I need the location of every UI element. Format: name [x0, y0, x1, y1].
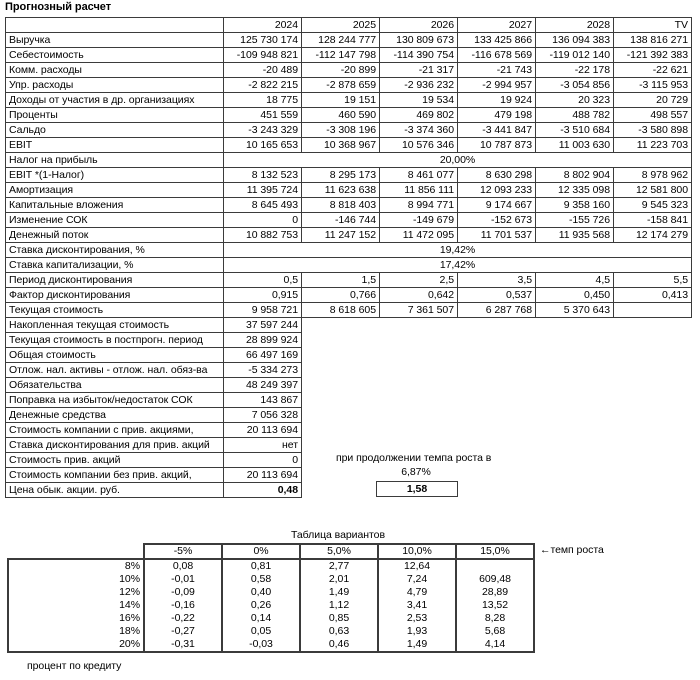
row-label-cell[interactable]: Сальдо [6, 123, 224, 138]
table-row [6, 318, 302, 333]
variant-cell[interactable]: 28,89 [456, 586, 534, 599]
row-label-cell[interactable]: EBIT [6, 138, 224, 153]
table-row [6, 183, 692, 198]
value-cell[interactable]: 48 249 397 [224, 378, 302, 393]
value-cell[interactable]: -155 726 [536, 213, 614, 228]
value-cell[interactable]: 20 113 694 [224, 468, 302, 483]
variants-table [7, 543, 535, 653]
value-cell[interactable]: -3 054 856 [536, 78, 614, 93]
variant-cell[interactable]: 0,46 [300, 638, 378, 652]
variant-cell[interactable]: 609,48 [456, 573, 534, 586]
credit-rate-cell[interactable]: 20% [8, 638, 144, 652]
value-cell[interactable]: -109 948 821 [224, 48, 302, 63]
row-label-cell[interactable]: Поправка на избыток/недостаток СОК [6, 393, 224, 408]
growth-rate-header-cell[interactable]: -5% [144, 544, 222, 559]
variant-cell[interactable]: 0,14 [222, 612, 300, 625]
value-cell[interactable]: -121 392 383 [614, 48, 692, 63]
value-cell[interactable]: 11 223 703 [614, 138, 692, 153]
value-cell[interactable]: 11 623 638 [302, 183, 380, 198]
value-cell[interactable]: 28 899 924 [224, 333, 302, 348]
corner-cell[interactable] [6, 18, 224, 33]
value-cell[interactable]: 1,5 [302, 273, 380, 288]
value-cell[interactable]: 5 370 643 [536, 303, 614, 318]
table-row [6, 213, 692, 228]
value-cell[interactable]: 479 198 [458, 108, 536, 123]
value-cell[interactable]: 5,5 [614, 273, 692, 288]
row-label-cell[interactable]: Ставка капитализации, % [6, 258, 224, 273]
growth-rate-header-cell[interactable]: 0% [222, 544, 300, 559]
share-price-cell[interactable]: 0,48 [224, 483, 302, 498]
value-cell[interactable]: -3 580 898 [614, 123, 692, 138]
value-cell[interactable]: -3 510 684 [536, 123, 614, 138]
row-label-cell[interactable]: Упр. расходы [6, 78, 224, 93]
value-cell[interactable]: -20 489 [224, 63, 302, 78]
row-label-cell[interactable]: Ставка дисконтирования для прив. акций [6, 438, 224, 453]
value-cell[interactable]: 469 802 [380, 108, 458, 123]
value-cell[interactable]: -146 744 [302, 213, 380, 228]
sheet-title: Прогнозный расчет [5, 1, 112, 13]
value-cell[interactable]: 6 287 768 [458, 303, 536, 318]
value-cell[interactable]: 498 557 [614, 108, 692, 123]
merged-value-cell[interactable]: 17,42% [224, 258, 692, 273]
year-header-row [6, 18, 692, 33]
variant-cell[interactable]: 0,85 [300, 612, 378, 625]
variants-row [8, 573, 534, 586]
value-cell[interactable]: 18 775 [224, 93, 302, 108]
value-cell[interactable]: -22 621 [614, 63, 692, 78]
value-cell[interactable]: -3 374 360 [380, 123, 458, 138]
variant-cell[interactable]: 0,81 [222, 559, 300, 573]
value-cell[interactable]: 10 576 346 [380, 138, 458, 153]
value-cell[interactable]: 11 003 630 [536, 138, 614, 153]
table-row [6, 138, 692, 153]
value-cell[interactable]: 0,413 [614, 288, 692, 303]
value-cell[interactable]: -112 147 798 [302, 48, 380, 63]
row-label-cell[interactable]: Себестоимость [6, 48, 224, 63]
value-cell[interactable]: 19 151 [302, 93, 380, 108]
value-cell[interactable]: 11 395 724 [224, 183, 302, 198]
value-cell[interactable] [614, 303, 692, 318]
value-cell[interactable]: 37 597 244 [224, 318, 302, 333]
row-label-cell[interactable]: Период дисконтирования [6, 273, 224, 288]
variant-cell[interactable]: 0,08 [144, 559, 222, 573]
variant-cell[interactable]: 8,28 [456, 612, 534, 625]
growth-price-cell[interactable]: 1,58 [376, 481, 458, 497]
row-label-cell[interactable]: Стоимость компании с прив. акциями, [6, 423, 224, 438]
growth-rate-header-cell[interactable]: 5,0% [300, 544, 378, 559]
value-cell[interactable]: 8 818 403 [302, 198, 380, 213]
value-cell[interactable]: -3 243 329 [224, 123, 302, 138]
value-cell[interactable]: 7 361 507 [380, 303, 458, 318]
value-cell[interactable]: 8 630 298 [458, 168, 536, 183]
value-cell[interactable]: 125 730 174 [224, 33, 302, 48]
credit-rate-cell[interactable]: 12% [8, 586, 144, 599]
variant-cell[interactable]: 4,79 [378, 586, 456, 599]
value-cell[interactable]: 136 094 383 [536, 33, 614, 48]
value-cell[interactable]: -21 317 [380, 63, 458, 78]
growth-rate-axis-label: ←темп роста [540, 544, 604, 556]
variant-cell[interactable]: 2,77 [300, 559, 378, 573]
forecast-table [5, 17, 692, 318]
row-label-cell[interactable]: Ставка дисконтирования, % [6, 243, 224, 258]
table-row [6, 63, 692, 78]
table-row [6, 48, 692, 63]
table-row [6, 153, 692, 168]
growth-rate-header-cell[interactable]: 15,0% [456, 544, 534, 559]
row-label-cell[interactable]: Выручка [6, 33, 224, 48]
value-cell[interactable]: 8 802 904 [536, 168, 614, 183]
variant-cell[interactable]: 1,12 [300, 599, 378, 612]
value-cell[interactable]: 12 093 233 [458, 183, 536, 198]
growth-rate-header-cell[interactable]: 10,0% [378, 544, 456, 559]
value-cell[interactable]: 0 [224, 453, 302, 468]
variant-cell[interactable]: -0,01 [144, 573, 222, 586]
value-cell[interactable]: 133 425 866 [458, 33, 536, 48]
value-cell[interactable]: 10 368 967 [302, 138, 380, 153]
value-cell[interactable]: 128 244 777 [302, 33, 380, 48]
value-cell[interactable]: -5 334 273 [224, 363, 302, 378]
variant-cell[interactable]: 0,63 [300, 625, 378, 638]
value-cell[interactable]: 3,5 [458, 273, 536, 288]
table-row [6, 363, 302, 378]
year-header-cell[interactable]: 2027 [458, 18, 536, 33]
row-label-cell[interactable]: Накопленная текущая стоимость [6, 318, 224, 333]
variant-cell[interactable]: 4,14 [456, 638, 534, 652]
table-row [6, 33, 692, 48]
value-cell[interactable]: 20 323 [536, 93, 614, 108]
row-label-cell[interactable]: Денежный поток [6, 228, 224, 243]
variants-table-title: Таблица вариантов [291, 529, 385, 541]
value-cell[interactable]: 130 809 673 [380, 33, 458, 48]
row-label-cell[interactable]: Стоимость прив. акций [6, 453, 224, 468]
credit-rate-cell[interactable]: 18% [8, 625, 144, 638]
table-row [6, 168, 692, 183]
variants-row [8, 625, 534, 638]
value-cell[interactable]: 11 856 111 [380, 183, 458, 198]
value-cell[interactable]: 11 247 152 [302, 228, 380, 243]
table-row [6, 378, 302, 393]
value-cell[interactable]: -158 841 [614, 213, 692, 228]
table-row [6, 273, 692, 288]
row-label-cell[interactable]: Изменение СОК [6, 213, 224, 228]
value-cell[interactable]: 9 174 667 [458, 198, 536, 213]
value-cell[interactable]: -3 441 847 [458, 123, 536, 138]
value-cell[interactable]: 0,537 [458, 288, 536, 303]
variant-cell[interactable]: 13,52 [456, 599, 534, 612]
year-header-cell[interactable]: 2028 [536, 18, 614, 33]
variant-cell[interactable]: -0,31 [144, 638, 222, 652]
variant-cell[interactable] [456, 559, 534, 573]
credit-rate-cell[interactable]: 8% [8, 559, 144, 573]
value-cell[interactable]: 20 729 [614, 93, 692, 108]
variant-cell[interactable]: 2,01 [300, 573, 378, 586]
variants-row [8, 612, 534, 625]
credit-rate-cell[interactable]: 14% [8, 599, 144, 612]
value-cell[interactable]: 9 545 323 [614, 198, 692, 213]
variants-corner-cell [8, 544, 144, 559]
value-cell[interactable]: 12 335 098 [536, 183, 614, 198]
value-cell[interactable]: -116 678 569 [458, 48, 536, 63]
year-header-cell[interactable]: 2025 [302, 18, 380, 33]
value-cell[interactable]: 12 581 800 [614, 183, 692, 198]
row-label-cell[interactable]: Налог на прибыль [6, 153, 224, 168]
row-label-cell[interactable]: Общая стоимость [6, 348, 224, 363]
value-cell[interactable]: -3 308 196 [302, 123, 380, 138]
table-row [6, 423, 302, 438]
value-cell[interactable]: 66 497 169 [224, 348, 302, 363]
credit-rate-cell[interactable]: 10% [8, 573, 144, 586]
growth-rate-value: 6,87% [401, 466, 431, 478]
row-label-cell[interactable]: EBIT *(1-Налог) [6, 168, 224, 183]
variant-cell[interactable]: 0,26 [222, 599, 300, 612]
value-cell[interactable]: 4,5 [536, 273, 614, 288]
table-row [6, 108, 692, 123]
value-cell[interactable]: 11 935 568 [536, 228, 614, 243]
value-cell[interactable]: 10 882 753 [224, 228, 302, 243]
value-cell[interactable]: 19 924 [458, 93, 536, 108]
value-cell[interactable]: -3 115 953 [614, 78, 692, 93]
value-cell[interactable]: 0,450 [536, 288, 614, 303]
table-row [6, 393, 302, 408]
table-row [6, 348, 302, 363]
row-label-cell[interactable]: Доходы от участия в др. организациях [6, 93, 224, 108]
value-cell[interactable]: 0,766 [302, 288, 380, 303]
value-cell[interactable]: 7 056 328 [224, 408, 302, 423]
value-cell[interactable]: нет [224, 438, 302, 453]
row-label-cell[interactable]: Денежные средства [6, 408, 224, 423]
variant-cell[interactable]: -0,27 [144, 625, 222, 638]
row-label-cell[interactable]: Фактор дисконтирования [6, 288, 224, 303]
value-cell[interactable]: 451 559 [224, 108, 302, 123]
table-row [6, 123, 692, 138]
table-row [6, 258, 692, 273]
row-label-cell[interactable]: Цена обык. акции. руб. [6, 483, 224, 498]
value-cell[interactable]: 11 701 537 [458, 228, 536, 243]
value-cell[interactable]: 8 618 605 [302, 303, 380, 318]
credit-rate-axis-label: процент по кредиту [27, 660, 122, 672]
value-cell[interactable]: -21 743 [458, 63, 536, 78]
row-label-cell[interactable]: Текущая стоимость [6, 303, 224, 318]
row-label-cell[interactable]: Амортизация [6, 183, 224, 198]
value-cell[interactable]: 11 472 095 [380, 228, 458, 243]
value-cell[interactable]: 19 534 [380, 93, 458, 108]
value-cell[interactable]: 460 590 [302, 108, 380, 123]
value-cell[interactable]: 10 787 873 [458, 138, 536, 153]
table-row [6, 198, 692, 213]
row-label-cell[interactable]: Текущая стоимость в постпрогн. период [6, 333, 224, 348]
value-cell[interactable]: 8 295 173 [302, 168, 380, 183]
year-header-cell[interactable]: TV [614, 18, 692, 33]
row-label-cell[interactable]: Комм. расходы [6, 63, 224, 78]
value-cell[interactable]: -20 899 [302, 63, 380, 78]
row-label-cell[interactable]: Отлож. нал. активы - отлож. нал. обяз-ва [6, 363, 224, 378]
variant-cell[interactable]: -0,09 [144, 586, 222, 599]
row-label-cell[interactable]: Проценты [6, 108, 224, 123]
variant-cell[interactable]: 3,41 [378, 599, 456, 612]
table-row [6, 408, 302, 423]
table-row [6, 453, 302, 468]
value-cell[interactable]: 8 645 493 [224, 198, 302, 213]
growth-note-text: при продолжении темпа роста в [336, 452, 492, 464]
value-cell[interactable]: 0 [224, 213, 302, 228]
year-header-cell[interactable]: 2026 [380, 18, 458, 33]
value-cell[interactable]: -2 994 957 [458, 78, 536, 93]
row-label-cell[interactable]: Капитальные вложения [6, 198, 224, 213]
variant-cell[interactable]: 0,58 [222, 573, 300, 586]
value-cell[interactable]: -2 822 215 [224, 78, 302, 93]
value-cell[interactable]: 12 174 279 [614, 228, 692, 243]
value-cell[interactable]: 8 132 523 [224, 168, 302, 183]
variant-cell[interactable]: 0,40 [222, 586, 300, 599]
table-row [6, 468, 302, 483]
value-cell[interactable]: -2 878 659 [302, 78, 380, 93]
table-row [6, 93, 692, 108]
table-row [6, 333, 302, 348]
variant-cell[interactable]: 7,24 [378, 573, 456, 586]
variant-cell[interactable]: 5,68 [456, 625, 534, 638]
row-label-cell[interactable]: Стоимость компании без прив. акций, [6, 468, 224, 483]
variant-cell[interactable]: 2,53 [378, 612, 456, 625]
merged-value-cell[interactable]: 20,00% [224, 153, 692, 168]
variant-cell[interactable]: -0,03 [222, 638, 300, 652]
value-cell[interactable]: -114 390 754 [380, 48, 458, 63]
table-row [6, 228, 692, 243]
variant-cell[interactable]: 1,49 [300, 586, 378, 599]
value-cell[interactable]: 0,5 [224, 273, 302, 288]
value-cell[interactable]: 0,915 [224, 288, 302, 303]
value-cell[interactable]: -152 673 [458, 213, 536, 228]
merged-value-cell[interactable]: 19,42% [224, 243, 692, 258]
value-cell[interactable]: 143 867 [224, 393, 302, 408]
value-cell[interactable]: -22 178 [536, 63, 614, 78]
table-row [6, 78, 692, 93]
table-row [6, 243, 692, 258]
value-cell[interactable]: 9 358 160 [536, 198, 614, 213]
table-row [6, 303, 692, 318]
table-row [6, 438, 302, 453]
variant-cell[interactable]: 0,05 [222, 625, 300, 638]
value-cell[interactable]: 0,642 [380, 288, 458, 303]
value-cell[interactable]: 8 978 962 [614, 168, 692, 183]
value-cell[interactable]: 8 994 771 [380, 198, 458, 213]
valuation-summary-table [5, 317, 302, 498]
variant-cell[interactable]: -0,16 [144, 599, 222, 612]
year-header-cell[interactable]: 2024 [224, 18, 302, 33]
value-cell[interactable]: 488 782 [536, 108, 614, 123]
variants-row [8, 599, 534, 612]
table-row [6, 288, 692, 303]
value-cell[interactable]: 20 113 694 [224, 423, 302, 438]
value-cell[interactable]: -149 679 [380, 213, 458, 228]
row-label-cell[interactable]: Обязательства [6, 378, 224, 393]
variants-row [8, 559, 534, 573]
variant-cell[interactable]: 1,49 [378, 638, 456, 652]
variants-row [8, 586, 534, 599]
value-cell[interactable]: -119 012 140 [536, 48, 614, 63]
value-cell[interactable]: -2 936 232 [380, 78, 458, 93]
variant-cell[interactable]: -0,22 [144, 612, 222, 625]
value-cell[interactable]: 2,5 [380, 273, 458, 288]
variant-cell[interactable]: 1,93 [378, 625, 456, 638]
credit-rate-cell[interactable]: 16% [8, 612, 144, 625]
variants-row [8, 638, 534, 652]
table-row [6, 483, 302, 498]
value-cell[interactable]: 138 816 271 [614, 33, 692, 48]
value-cell[interactable]: 10 165 653 [224, 138, 302, 153]
value-cell[interactable]: 8 461 077 [380, 168, 458, 183]
variant-cell[interactable]: 12,64 [378, 559, 456, 573]
variants-header-row [8, 544, 534, 559]
value-cell[interactable]: 9 958 721 [224, 303, 302, 318]
